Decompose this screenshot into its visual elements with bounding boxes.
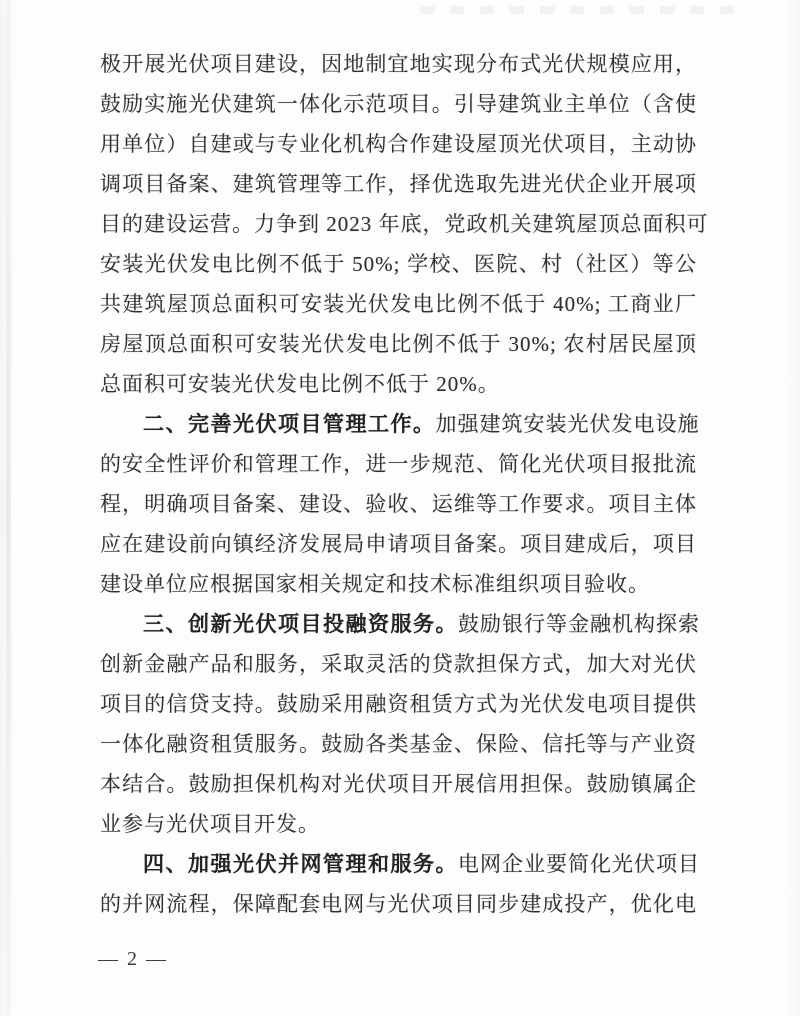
text-line — [100, 404, 700, 444]
text-line: 一体化融资租赁服务。鼓励各类基金、保险、信托等与产业资 — [100, 732, 697, 756]
section-heading-rest: 加强建筑安装光伏发电设施 — [435, 412, 700, 436]
section-heading: 四、加强光伏并网管理和服务。 — [143, 853, 458, 876]
text-line — [100, 844, 700, 884]
paragraph-section-2 — [100, 404, 700, 604]
text-line: 程，明确项目备案、建设、验收、运维等工作要求。项目主体 — [100, 492, 697, 516]
text-line: 的并网流程，保障配套电网与光伏项目同步建成投产，优化电 — [100, 892, 697, 916]
text-line: 项目的信贷支持。鼓励采用融资租赁方式为光伏发电项目提供 — [100, 692, 697, 716]
text-line: 调项目备案、建筑管理等工作，择优选取先进光伏企业开展项 — [100, 172, 697, 196]
paragraph-section-4 — [100, 844, 700, 924]
text-line: 安装光伏发电比例不低于 50%; 学校、医院、村（社区）等公 — [100, 252, 697, 276]
document-body — [100, 44, 709, 924]
section-heading: 三、创新光伏项目投融资服务。 — [143, 613, 458, 636]
text-line: 建设单位应根据国家相关规定和技术标准组织项目验收。 — [100, 572, 650, 596]
text-line: 共建筑屋顶总面积可安装光伏发电比例不低于 40%; 工商业厂 — [100, 292, 697, 316]
paragraph — [100, 44, 709, 404]
text-line: 创新金融产品和服务，采取灵活的贷款担保方式，加大对光伏 — [100, 652, 697, 676]
section-heading-rest: 鼓励银行等金融机构探索 — [458, 612, 700, 636]
text-line: 房屋顶总面积可安装光伏发电比例不低于 30%; 农村居民屋顶 — [100, 332, 697, 356]
text-line: 的安全性评价和管理工作，进一步规范、简化光伏项目报批流 — [100, 452, 697, 476]
text-line: 极开展光伏项目建设，因地制宜地实现分布式光伏规模应用， — [100, 52, 697, 76]
section-heading: 二、完善光伏项目管理工作。 — [143, 413, 436, 436]
text-line: 总面积可安装光伏发电比例不低于 20%。 — [100, 372, 500, 396]
scan-artifact — [420, 6, 750, 14]
text-line: 目的建设运营。力争到 2023 年底，党政机关建筑屋顶总面积可 — [100, 212, 709, 236]
text-line: 用单位）自建或与专业化机构合作建设屋顶光伏项目，主动协 — [100, 132, 697, 156]
text-line: 业参与光伏项目开发。 — [100, 812, 320, 836]
text-line — [100, 604, 700, 644]
text-line: 应在建设前向镇经济发展局申请项目备案。项目建成后，项目 — [100, 532, 697, 556]
scan-artifact — [6, 0, 11, 1016]
text-line: 鼓励实施光伏建筑一体化示范项目。引导建筑业主单位（含使 — [100, 92, 697, 116]
section-heading-rest: 电网企业要简化光伏项目 — [458, 852, 700, 876]
page-number: — 2 — — [98, 948, 168, 970]
paragraph-section-3 — [100, 604, 700, 844]
text-line: 本结合。鼓励担保机构对光伏项目开展信用担保。鼓励镇属企 — [100, 772, 697, 796]
